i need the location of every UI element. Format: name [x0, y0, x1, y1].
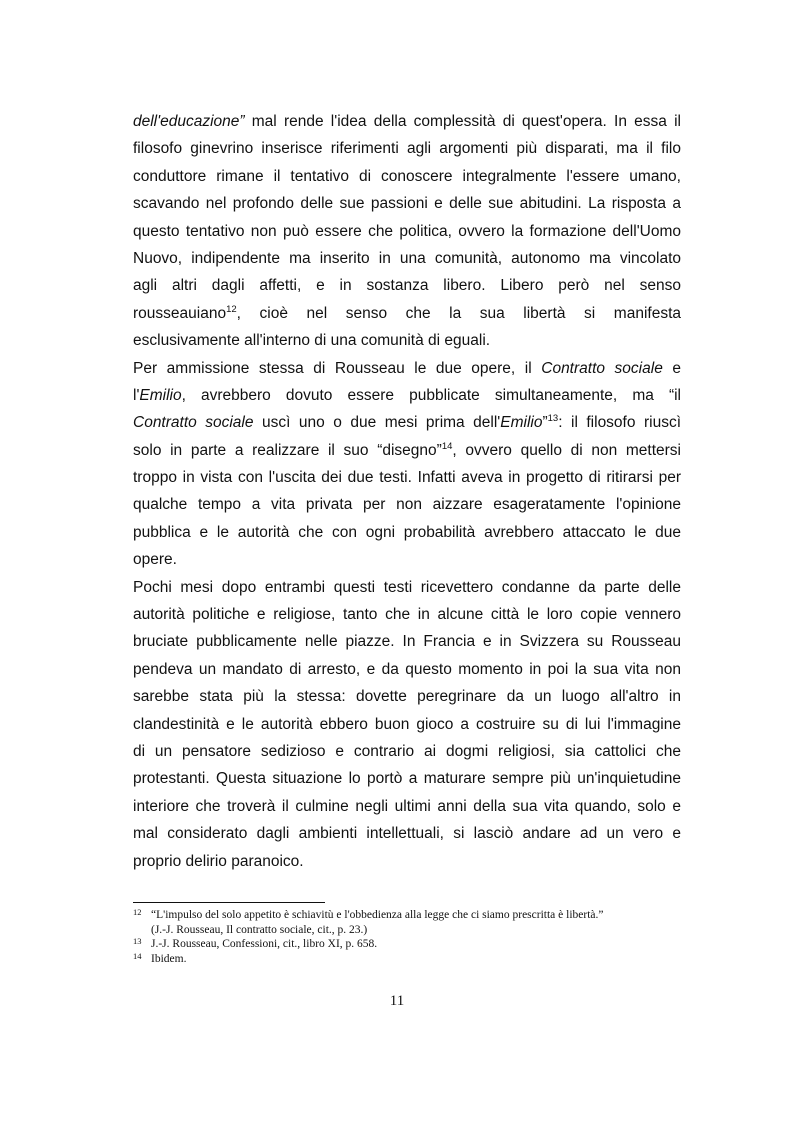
- footnote-number: 14: [133, 950, 142, 961]
- text-line: rousseauiano$^{12}$, cioè nel senso che la sua libertà si manifesta: [133, 303, 681, 322]
- footnote-number: 12: [133, 907, 142, 917]
- footnote-14: [133, 952, 693, 967]
- footnote-ref-12: 12: [226, 303, 237, 315]
- text-line: solo in parte a realizzare il suo “disegno”$^{14}$, ovvero quello di non mettersi: [133, 440, 681, 459]
- italic-title: Emilio: [139, 386, 182, 404]
- text-line: Nuovo, indipendente ma inserito in una comunità, autonomo ma vincolato: [133, 249, 681, 267]
- text-line: filosofo ginevrino inserisce riferimenti agli argomenti più disparati, ma il filo: [133, 140, 681, 158]
- text-line: dell'educazione” mal rende l'idea della complessità di quest'opera. In essa il: [133, 113, 681, 130]
- footnote-ref-14: 14: [441, 440, 453, 452]
- footnote-13: [133, 937, 693, 952]
- text-line: proprio delirio paranoico.: [133, 852, 304, 870]
- text-line: pubblica e le autorità che con ogni probabilità avrebbero attaccato le due: [133, 523, 681, 541]
- text-line: bruciate pubblicamente nelle piazze. In Francia e in Svizzera su Rousseau: [133, 633, 681, 651]
- footnote-text: “L'impulso del solo appetito è schiavitù e l'obbedienza alla legge che ci siamo prescritta è libertà.”: [151, 909, 604, 921]
- text-line: esclusivamente all'interno di una comunità di eguali.: [133, 332, 491, 350]
- text-line: sarebbe stata più la stessa: dovette peregrinare da un luogo all'altro in: [133, 688, 681, 706]
- text-line: Per ammissione stessa di Rousseau le due opere, il Contratto sociale e: [133, 359, 681, 377]
- text-line: autorità politiche e religiose, tanto che in alcune città le loro copie vennero: [133, 606, 681, 624]
- text-line: conduttore rimane il tentativo di conoscere integralmente l'essere umano,: [133, 167, 681, 185]
- text-line: questo tentativo non può essere che politica, ovvero la formazione dell'Uomo: [133, 222, 681, 240]
- text-line: interiore che troverà il culmine negli ultimi anni della sua vita quando, solo e: [133, 797, 681, 815]
- text-line: agli altri dagli affetti, e in sostanza libero. Libero però nel senso: [133, 277, 681, 295]
- text-line: pendeva un mandato di arresto, e da questo momento in poi la sua vita non: [133, 660, 681, 678]
- footnote-separator: [133, 902, 325, 903]
- text-line: Contratto sociale uscì uno o due mesi prima dell'Emilio”$^{13}$: il filosofo riuscì: [133, 413, 682, 432]
- text-line: protestanti. Questa situazione lo portò a maturare sempre più un'inquietudine: [133, 770, 681, 788]
- text-line: qualche tempo a vita privata per non aizzare esageratamente l'opinione: [133, 496, 681, 514]
- footnotes: [133, 908, 693, 966]
- footnote-text: Ibidem.: [151, 952, 187, 965]
- text-line: mal considerato dagli ambienti intellettuali, si lasciò andare ad un vero e: [133, 825, 681, 843]
- italic-title: dell'educazione”: [133, 113, 245, 130]
- page-number: 11: [389, 993, 405, 1009]
- text-line: troppo in vista con l'uscita dei due testi. Infatti aveva in progetto di ritirarsi per: [133, 469, 681, 487]
- text-line: di un pensatore sedizioso e contrario ai dogmi religiosi, sia cattolici che: [133, 742, 681, 760]
- text-line: scavando nel profondo delle sue passioni e delle sue abitudini. La risposta a: [133, 195, 681, 213]
- text-line: clandestinità e le autorità ebbero buon gioco a costruire su di lui l'immagine: [133, 715, 681, 733]
- footnote-text: J.-J. Rousseau, Confessioni, cit., libro XI, p. 658.: [151, 938, 378, 950]
- text-line: l'Emilio, avrebbero dovuto essere pubblicate simultaneamente, ma “il: [133, 386, 681, 404]
- italic-title: Contratto sociale: [541, 359, 663, 377]
- italic-title: Contratto sociale: [133, 414, 254, 432]
- footnote-number: 13: [133, 936, 142, 946]
- italic-title: Emilio: [500, 414, 543, 432]
- footnote-text: (J.-J. Rousseau, Il contratto sociale, cit., p. 23.): [151, 923, 368, 936]
- text-line: opere.: [133, 551, 177, 569]
- body-text: [133, 108, 681, 875]
- footnote-12: [133, 908, 693, 937]
- text-line: Pochi mesi dopo entrambi questi testi ricevettero condanne da parte delle: [133, 578, 681, 596]
- footnote-ref-13: 13: [547, 413, 559, 425]
